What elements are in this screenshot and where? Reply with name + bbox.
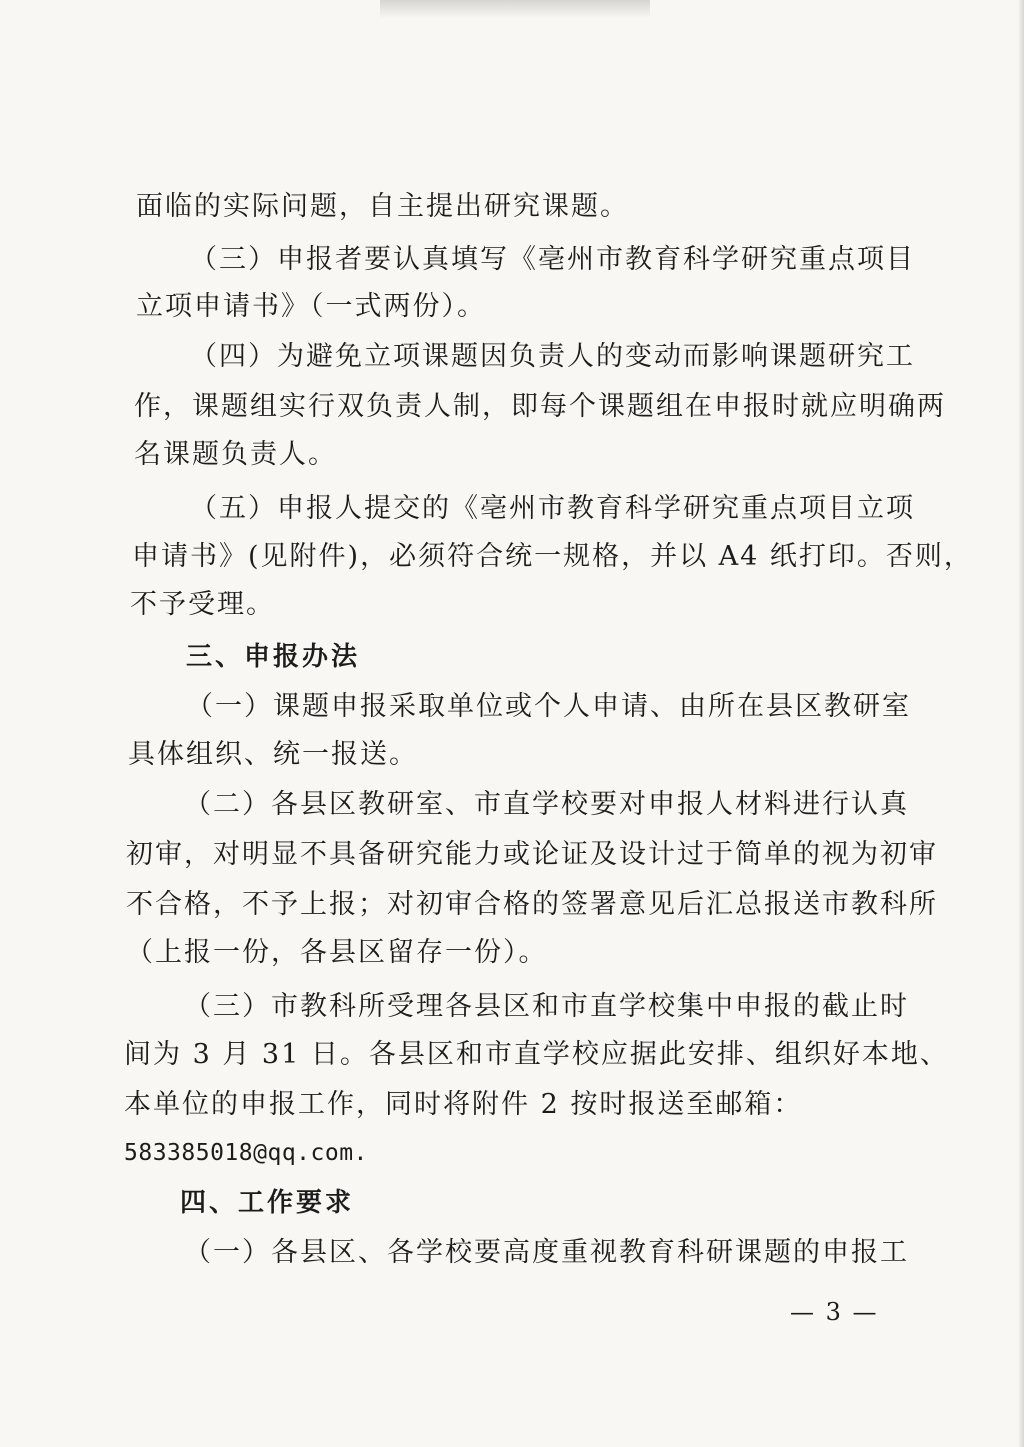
text-line: 间为 3 月 31 日。各县区和市直学校应据此安排、组织好本地、 [124,1039,949,1070]
text-line: 申请书》(见附件)，必须符合统一规格，并以 A4 纸打印。否则， [132,541,973,572]
text-line: 本单位的申报工作，同时将附件 2 按时报送至邮箱： [124,1089,803,1120]
text-line: （上报一份，各县区留存一份）。 [126,937,548,968]
text-line: 面临的实际问题，自主提出研究课题。 [136,191,629,222]
text-line: （一）课题申报采取单位或个人申请、由所在县区教研室 [186,691,911,722]
text-line: 初审，对明显不具备研究能力或论证及设计过于简单的视为初审 [126,839,938,870]
scan-shadow-right [1018,0,1024,1447]
text-line: （三）申报者要认真填写《亳州市教育科学研究重点项目 [190,244,915,275]
text-line: （三）市教科所受理各县区和市直学校集中申报的截止时 [184,991,909,1022]
text-line: 作，课题组实行双负责人制，即每个课题组在申报时就应明确两 [134,391,946,422]
text-line: 立项申请书》（一式两份）。 [136,291,486,322]
text-line: 不予受理。 [130,589,275,620]
text-line: （四）为避免立项课题因负责人的变动而影响课题研究工 [190,341,915,372]
section-heading: 四、工作要求 [180,1188,355,1218]
page-number: — 3 — [790,1298,879,1326]
text-line: 不合格，不予上报；对初审合格的签署意见后汇总报送市教科所 [126,889,938,920]
text-line: （一）各县区、各学校要高度重视教育科研课题的申报工 [184,1237,909,1268]
text-line: （二）各县区教研室、市直学校要对申报人材料进行认真 [184,789,909,820]
text-line: 具体组织、统一报送。 [128,739,418,770]
email-address: 583385018@qq.com. [124,1140,368,1166]
scan-shadow-top [380,0,650,18]
text-line: （五）申报人提交的《亳州市教育科学研究重点项目立项 [190,493,915,524]
section-heading: 三、申报办法 [186,642,361,672]
text-line: 名课题负责人。 [134,439,337,470]
